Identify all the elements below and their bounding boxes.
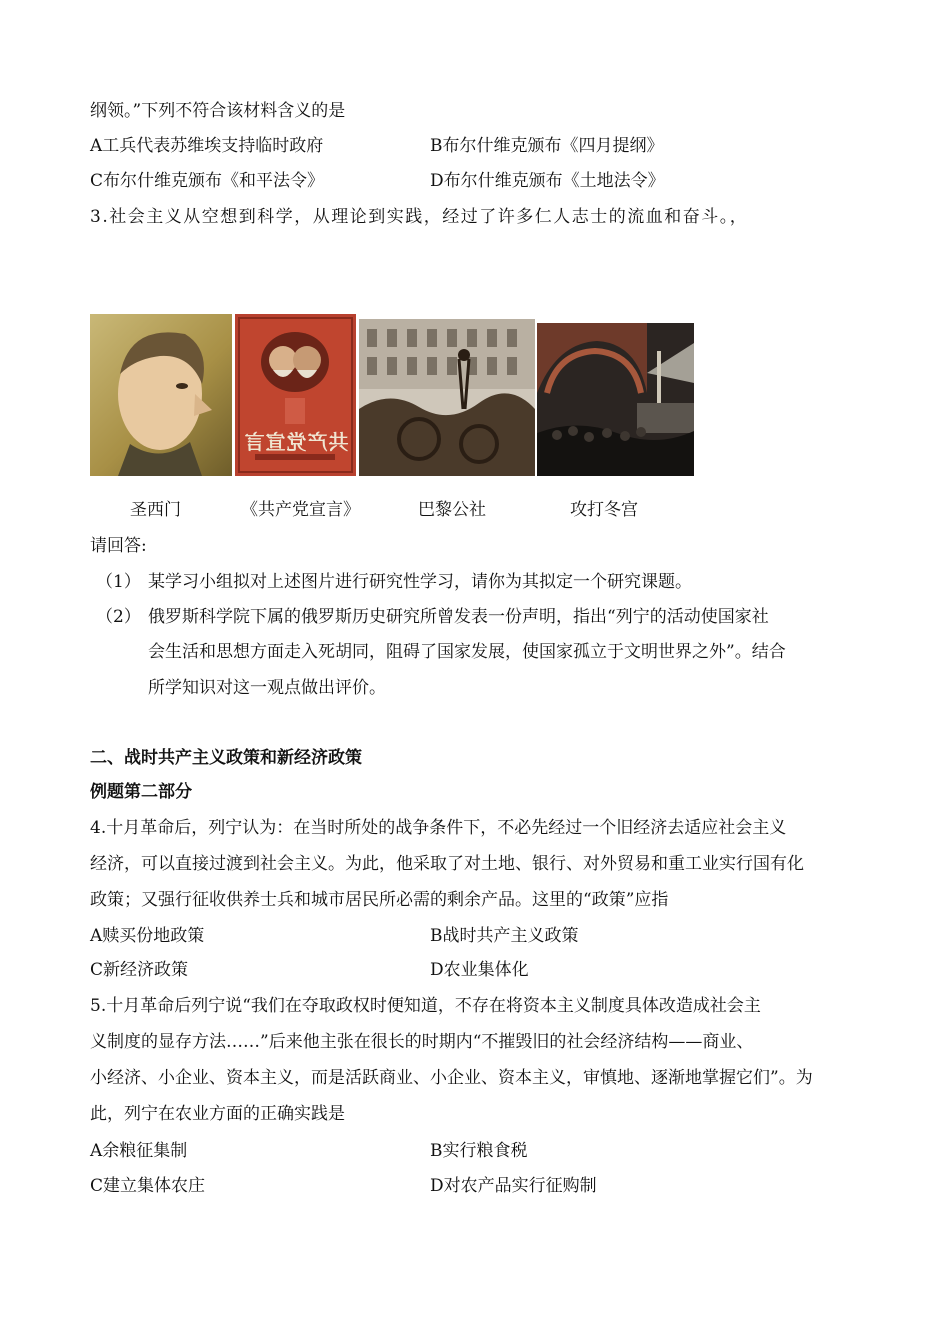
q5-option-d: D对农产品实行征购制 bbox=[430, 1176, 597, 1196]
q3-sub2-line3: 所学知识对这一观点做出评价。 bbox=[148, 678, 386, 698]
q5-option-a: A余粮征集制 bbox=[90, 1141, 188, 1161]
q3-sub2-line2: 会生活和思想方面走入死胡同，阻碍了国家发展，使国家孤立于文明世界之外”。结合 bbox=[148, 642, 786, 662]
q2-option-d: D布尔什维克颁布《土地法令》 bbox=[430, 171, 665, 191]
q3-sub2-line1: 俄罗斯科学院下属的俄罗斯历史研究所曾发表一份声明，指出“列宁的活动使国家社 bbox=[148, 607, 769, 627]
q5-stem-line2: 义制度的显存方法……”后来他主张在很长的时期内“不摧毁旧的社会经济结构——商业、 bbox=[90, 1032, 754, 1052]
q2-option-b: B布尔什维克颁布《四月提纲》 bbox=[430, 136, 664, 156]
q2-stem-tail: 纲领。”下列不符合该材料含义的是 bbox=[90, 101, 346, 121]
q5-option-b: B实行粮食税 bbox=[430, 1141, 528, 1161]
storming-winter-palace-icon bbox=[537, 323, 694, 476]
q5-stem-line4: 此，列宁在农业方面的正确实践是 bbox=[90, 1104, 345, 1124]
caption-paris-commune: 巴黎公社 bbox=[418, 500, 486, 520]
q3-stem: 3.社会主义从空想到科学，从理论到实践，经过了许多仁人志士的流血和奋斗。， bbox=[90, 207, 749, 227]
saint-simon-portrait-icon bbox=[90, 314, 232, 476]
q5-option-c: C建立集体农庄 bbox=[90, 1176, 206, 1196]
q3-sub1-text: 某学习小组拟对上述图片进行研究性学习，请你为其拟定一个研究课题。 bbox=[148, 572, 692, 592]
q4-option-d: D农业集体化 bbox=[430, 960, 529, 980]
q4-stem-line3: 政策；又强行征收供养士兵和城市居民所必需的剩余产品。这里的“政策”应指 bbox=[90, 890, 669, 910]
q2-option-c: C布尔什维克颁布《和平法令》 bbox=[90, 171, 325, 191]
communist-manifesto-cover-icon bbox=[235, 314, 356, 476]
q3-sub2-number: （2） bbox=[96, 607, 141, 627]
paris-commune-scene-icon bbox=[359, 319, 535, 476]
q4-option-b: B战时共产主义政策 bbox=[430, 926, 579, 946]
caption-winter-palace: 攻打冬宫 bbox=[570, 500, 638, 520]
q3-prompt: 请回答: bbox=[90, 536, 147, 556]
section-subheading: 例题第二部分 bbox=[90, 782, 192, 802]
section-heading: 二、战时共产主义政策和新经济政策 bbox=[90, 748, 362, 768]
q5-stem-line1: 5.十月革命后列宁说“我们在夺取政权时便知道，不存在将资本主义制度具体改造成社会主 bbox=[90, 996, 761, 1016]
q5-stem-line3: 小经济、小企业、资本主义，而是活跃商业、小企业、资本主义，审慎地、逐渐地掌握它们”。为 bbox=[90, 1068, 813, 1088]
cover-title: 共产党宣言 bbox=[243, 430, 349, 454]
q3-sub1-number: （1） bbox=[96, 572, 141, 592]
q4-stem-line2: 经济，可以直接过渡到社会主义。为此，他采取了对土地、银行、对外贸易和重工业实行国有化 bbox=[90, 854, 804, 874]
q2-option-a: A工兵代表苏维埃支持临时政府 bbox=[90, 136, 324, 156]
caption-communist-manifesto: 《共产党宣言》 bbox=[241, 500, 360, 520]
q4-option-c: C新经济政策 bbox=[90, 960, 189, 980]
caption-saint-simon: 圣西门 bbox=[130, 500, 181, 520]
q4-stem-line1: 4.十月革命后，列宁认为：在当时所处的战争条件下，不必先经过一个旧经济去适应社会主义 bbox=[90, 818, 787, 838]
q4-option-a: A赎买份地政策 bbox=[90, 926, 205, 946]
